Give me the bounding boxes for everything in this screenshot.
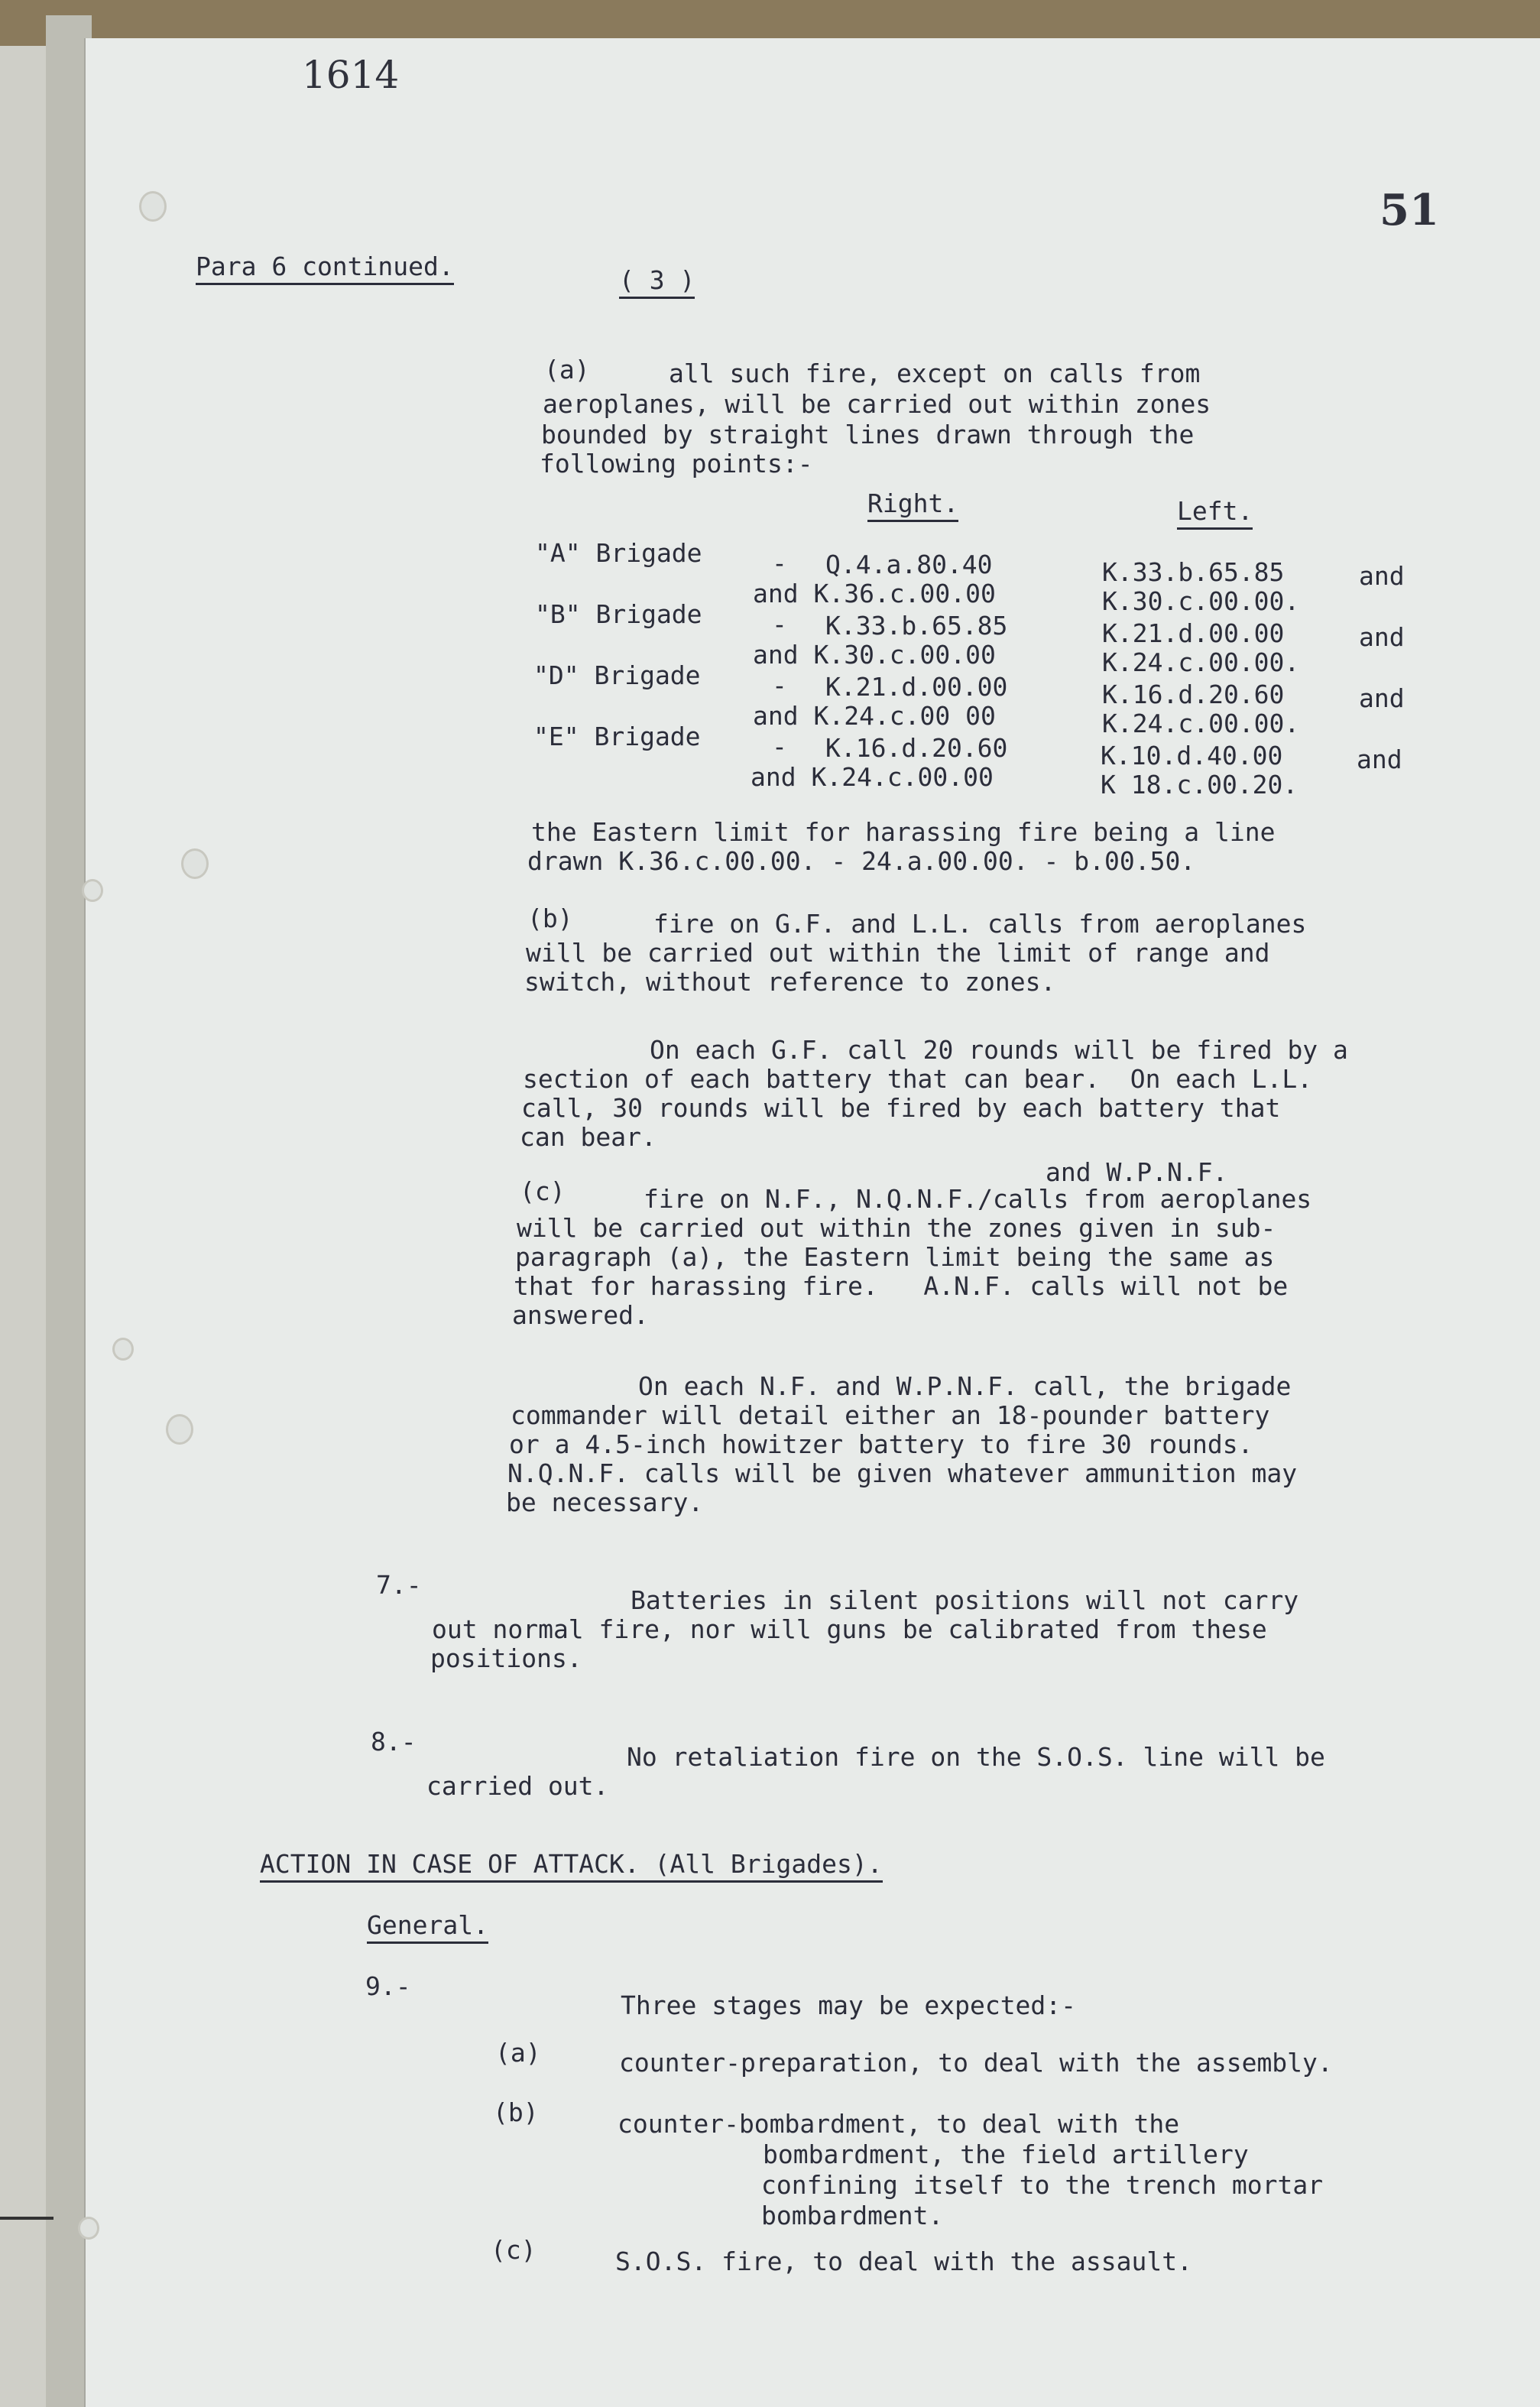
page-number: ( 3 ): [619, 266, 695, 295]
sub-para-a-line-3: bounded by straight lines drawn through the: [541, 420, 1195, 449]
column-heading-right: Right.: [867, 489, 958, 518]
nf-call-line-2: commander will detail either an 18-pounder battery: [511, 1400, 1270, 1430]
typed-insertion: and W.P.N.F.: [1046, 1157, 1228, 1187]
para-9-item-b-line-3: confining itself to the trench mortar: [761, 2170, 1324, 2200]
gf-call-line-4: can bear.: [520, 1122, 657, 1152]
brigade-e-left-1: K.10.d.40.00: [1101, 741, 1283, 770]
punch-hole: [78, 2217, 99, 2240]
brigade-d-right-1: K.21.d.00.00: [825, 672, 1008, 702]
para-7-line-3: positions.: [430, 1643, 582, 1673]
sub-para-b-line-2: will be carried out within the limit of range and: [526, 938, 1270, 968]
sub-para-c-line-1: fire on N.F., N.Q.N.F./calls from aeroplanes: [644, 1184, 1312, 1214]
gf-call-line-1: On each G.F. call 20 rounds will be fired by a: [650, 1035, 1348, 1065]
nf-call-line-5: be necessary.: [506, 1487, 704, 1517]
brigade-a-right-2: and K.36.c.00.00: [753, 579, 996, 608]
para-9-item-a-label: (a): [495, 2038, 541, 2068]
brigade-b-right-1: K.33.b.65.85: [825, 611, 1008, 641]
punch-hole: [112, 1338, 134, 1361]
brigade-a-right-1: Q.4.a.80.40: [825, 550, 993, 579]
brigade-e-right-2: and K.24.c.00.00: [751, 762, 994, 792]
brigade-d-left-2: K.24.c.00.00.: [1102, 709, 1300, 738]
para-8-line-1: No retaliation fire on the S.O.S. line will be: [627, 1742, 1325, 1772]
para-9-item-b-line-2: bombardment, the field artillery: [763, 2139, 1249, 2169]
nf-call-line-4: N.Q.N.F. calls will be given whatever ammunition may: [507, 1458, 1298, 1488]
section-heading: ACTION IN CASE OF ATTACK. (All Brigades).: [260, 1850, 883, 1879]
sub-para-c-line-2: will be carried out within the zones given in sub-: [517, 1213, 1276, 1243]
folio-number-left: 1614: [302, 53, 400, 97]
sub-para-c-label: (c): [520, 1176, 566, 1206]
brigade-b-left-1: K.21.d.00.00: [1102, 618, 1285, 648]
brigade-e-right-1: K.16.d.20.60: [825, 733, 1008, 763]
para-8-number: 8.-: [371, 1727, 417, 1757]
brigade-e-name: "E" Brigade: [533, 722, 701, 751]
brigade-a-dash: -: [772, 548, 787, 578]
brigade-a-left-1: K.33.b.65.85: [1102, 557, 1285, 587]
brigade-e-dash: -: [772, 732, 787, 761]
gf-call-line-2: section of each battery that can bear. On each L.L.: [523, 1064, 1313, 1094]
column-heading-left: Left.: [1177, 497, 1253, 526]
brigade-b-and: and: [1359, 622, 1405, 652]
para-7-line-2: out normal fire, nor will guns be calibrated from these: [432, 1614, 1267, 1644]
brigade-b-dash: -: [772, 609, 787, 639]
para-continued-label: Para 6 continued.: [196, 252, 454, 281]
para-9-item-c-label: (c): [491, 2235, 537, 2265]
gf-call-line-3: call, 30 rounds will be fired by each battery that: [521, 1093, 1281, 1123]
para-9-number: 9.-: [365, 1971, 411, 2001]
brigade-e-and: and: [1357, 744, 1402, 774]
para-9-item-b-label: (b): [493, 2097, 539, 2127]
sub-para-a-line-4: following points:-: [540, 449, 813, 478]
brigade-b-name: "B" Brigade: [535, 599, 702, 629]
punch-hole: [139, 191, 167, 222]
underlying-sheet: [0, 46, 46, 2407]
brigade-b-right-2: and K.30.c.00.00: [753, 640, 996, 670]
para-9-item-a-line-1: counter-preparation, to deal with the assembly.: [619, 2048, 1333, 2078]
sub-para-b-label: (b): [527, 903, 573, 933]
brigade-b-left-2: K.24.c.00.00.: [1102, 647, 1300, 677]
para-9-item-b-line-1: counter-bombardment, to deal with the: [618, 2109, 1180, 2139]
sub-para-b-line-3: switch, without reference to zones.: [524, 967, 1056, 997]
para-9-intro: Three stages may be expected:-: [621, 1990, 1077, 2020]
nf-call-line-3: or a 4.5-inch howitzer battery to fire 30 rounds.: [509, 1429, 1253, 1459]
punch-hole: [181, 848, 209, 879]
para-7-line-1: Batteries in silent positions will not carry: [631, 1585, 1299, 1615]
brigade-a-left-2: K.30.c.00.00.: [1102, 586, 1300, 616]
para-7-number: 7.-: [376, 1570, 422, 1600]
brigade-d-left-1: K.16.d.20.60: [1102, 680, 1285, 709]
brigade-a-and: and: [1359, 561, 1405, 591]
sub-para-c-line-4: that for harassing fire. A.N.F. calls will not be: [514, 1271, 1289, 1301]
brigade-e-left-2: K 18.c.00.20.: [1101, 770, 1298, 800]
margin-mark: [0, 2217, 53, 2220]
nf-call-line-1: On each N.F. and W.P.N.F. call, the brigade: [638, 1371, 1292, 1401]
para-9-item-b-line-4: bombardment.: [761, 2201, 944, 2230]
brigade-d-right-2: and K.24.c.00 00: [753, 701, 996, 731]
sub-para-c-line-3: paragraph (a), the Eastern limit being the same as: [515, 1242, 1275, 1272]
folio-number-right: 51: [1380, 185, 1439, 235]
section-subheading: General.: [367, 1911, 488, 1940]
brigade-a-name: "A" Brigade: [535, 538, 702, 568]
brigade-d-dash: -: [772, 670, 787, 700]
punch-hole: [82, 879, 103, 902]
sub-para-b-line-1: fire on G.F. and L.L. calls from aeroplanes: [653, 909, 1307, 939]
brigade-d-name: "D" Brigade: [533, 660, 701, 690]
para-8-line-2: carried out.: [426, 1771, 609, 1801]
brigade-d-and: and: [1359, 683, 1405, 713]
sub-para-a-label: (a): [544, 355, 590, 384]
sub-para-a-line-2: aeroplanes, will be carried out within zones: [543, 389, 1211, 419]
para-9-item-c-line-1: S.O.S. fire, to deal with the assault.: [615, 2246, 1192, 2276]
sub-para-a-line-1: all such fire, except on calls from: [669, 358, 1201, 388]
eastern-limit-line-1: the Eastern limit for harassing fire being a line: [531, 817, 1276, 847]
sub-para-c-line-5: answered.: [512, 1300, 649, 1330]
eastern-limit-line-2: drawn K.36.c.00.00. - 24.a.00.00. - b.00.50.: [527, 846, 1196, 876]
punch-hole: [166, 1414, 193, 1445]
